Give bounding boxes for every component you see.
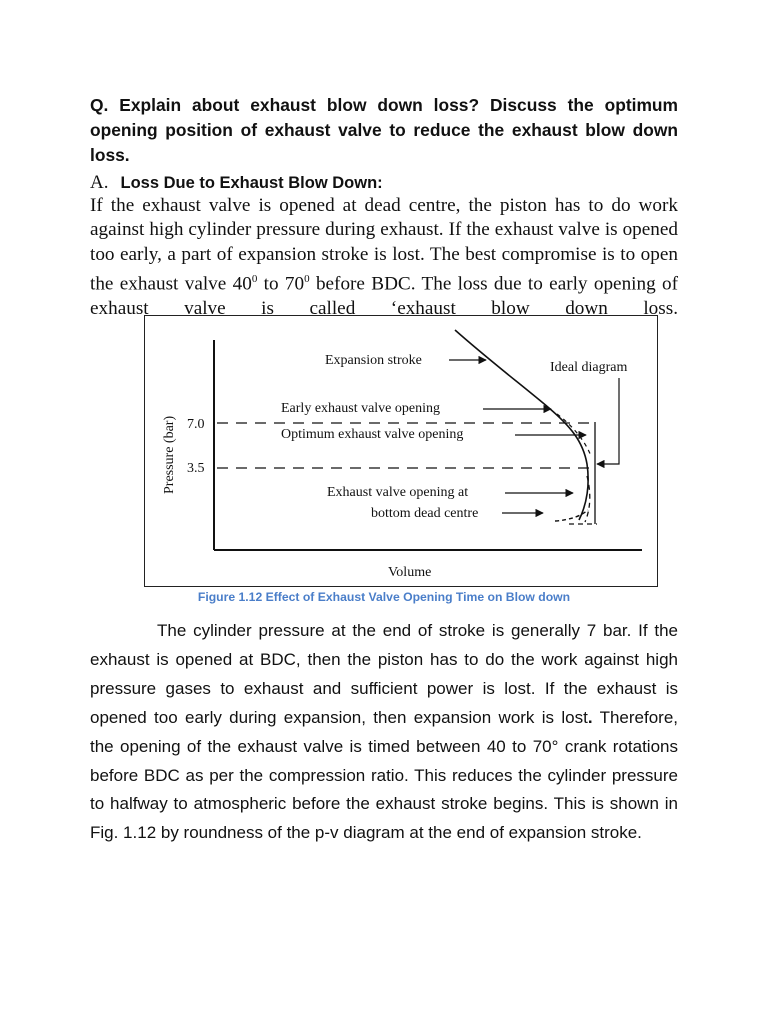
degree-superscript-1: 0 bbox=[251, 272, 258, 285]
body-text-part1: The cylinder pressure at the end of stroke is generally 7 bar. If the exhaust is opened at BDC, then the piston has to do the work against high pressure gases to exhaust and sufficient power is lost. If the exhaust is opened too early during expansion, then expansion work is lost bbox=[90, 621, 678, 727]
question-text: Q. Explain about exhaust blow down loss? Discuss the optimum opening position of exhaust valve to reduce the exhaust blow down loss. bbox=[90, 95, 678, 165]
y-axis-label: Pressure (bar) bbox=[162, 415, 177, 494]
figure-pv-diagram bbox=[144, 315, 658, 587]
x-axis-label: Volume bbox=[388, 565, 432, 580]
label-expansion-stroke: Expansion stroke bbox=[325, 353, 422, 368]
pv-diagram-svg bbox=[145, 316, 659, 588]
intro-text-b: to 70 bbox=[257, 273, 305, 295]
tick-7-0: 7.0 bbox=[187, 417, 205, 432]
arrow-ideal-diagram bbox=[597, 378, 619, 464]
expansion-curve bbox=[455, 330, 588, 520]
intro-text-a: If the exhaust valve is opened at dead centre, the piston has to do work against high cylinder pressure during exhaust. If the exhaust valve is opened too early, a part of expansion stroke is lost. The best compromise is to open the exhaust valve 40 bbox=[90, 195, 678, 295]
body-bold-period: . bbox=[587, 707, 593, 727]
figure-caption: Figure 1.12 Effect of Exhaust Valve Opening Time on Blow down bbox=[197, 590, 571, 604]
optimum-curve-dashed bbox=[569, 476, 597, 524]
degree-superscript-2: 0 bbox=[304, 272, 310, 285]
answer-heading-title: Loss Due to Exhaust Blow Down: bbox=[120, 174, 383, 192]
label-bdc-opening-line2: bottom dead centre bbox=[371, 506, 479, 521]
tick-3-5: 3.5 bbox=[187, 461, 205, 476]
body-paragraph bbox=[90, 617, 678, 848]
label-early-opening: Early exhaust valve opening bbox=[281, 401, 441, 416]
answer-heading bbox=[90, 172, 678, 194]
label-optimum-opening: Optimum exhaust valve opening bbox=[281, 427, 464, 442]
intro-text-c: before BDC. The loss due to early opening of exhaust valve is called ‘exhaust blow down loss. bbox=[90, 273, 678, 319]
label-bdc-opening-line1: Exhaust valve opening at bbox=[327, 485, 469, 500]
answer-prefix: A. bbox=[90, 172, 109, 193]
label-ideal-diagram: Ideal diagram bbox=[550, 360, 628, 375]
body-text-part2: Therefore, the opening of the exhaust valve is timed between 40 to 70° crank rotations before BDC as per the compression ratio. This reduces the cylinder pressure to halfway to atmospheric before the exhaust stroke begins. This is shown in Fig. 1.12 by roundness of the p-v diagram at the end of expansion stroke. bbox=[90, 707, 679, 843]
